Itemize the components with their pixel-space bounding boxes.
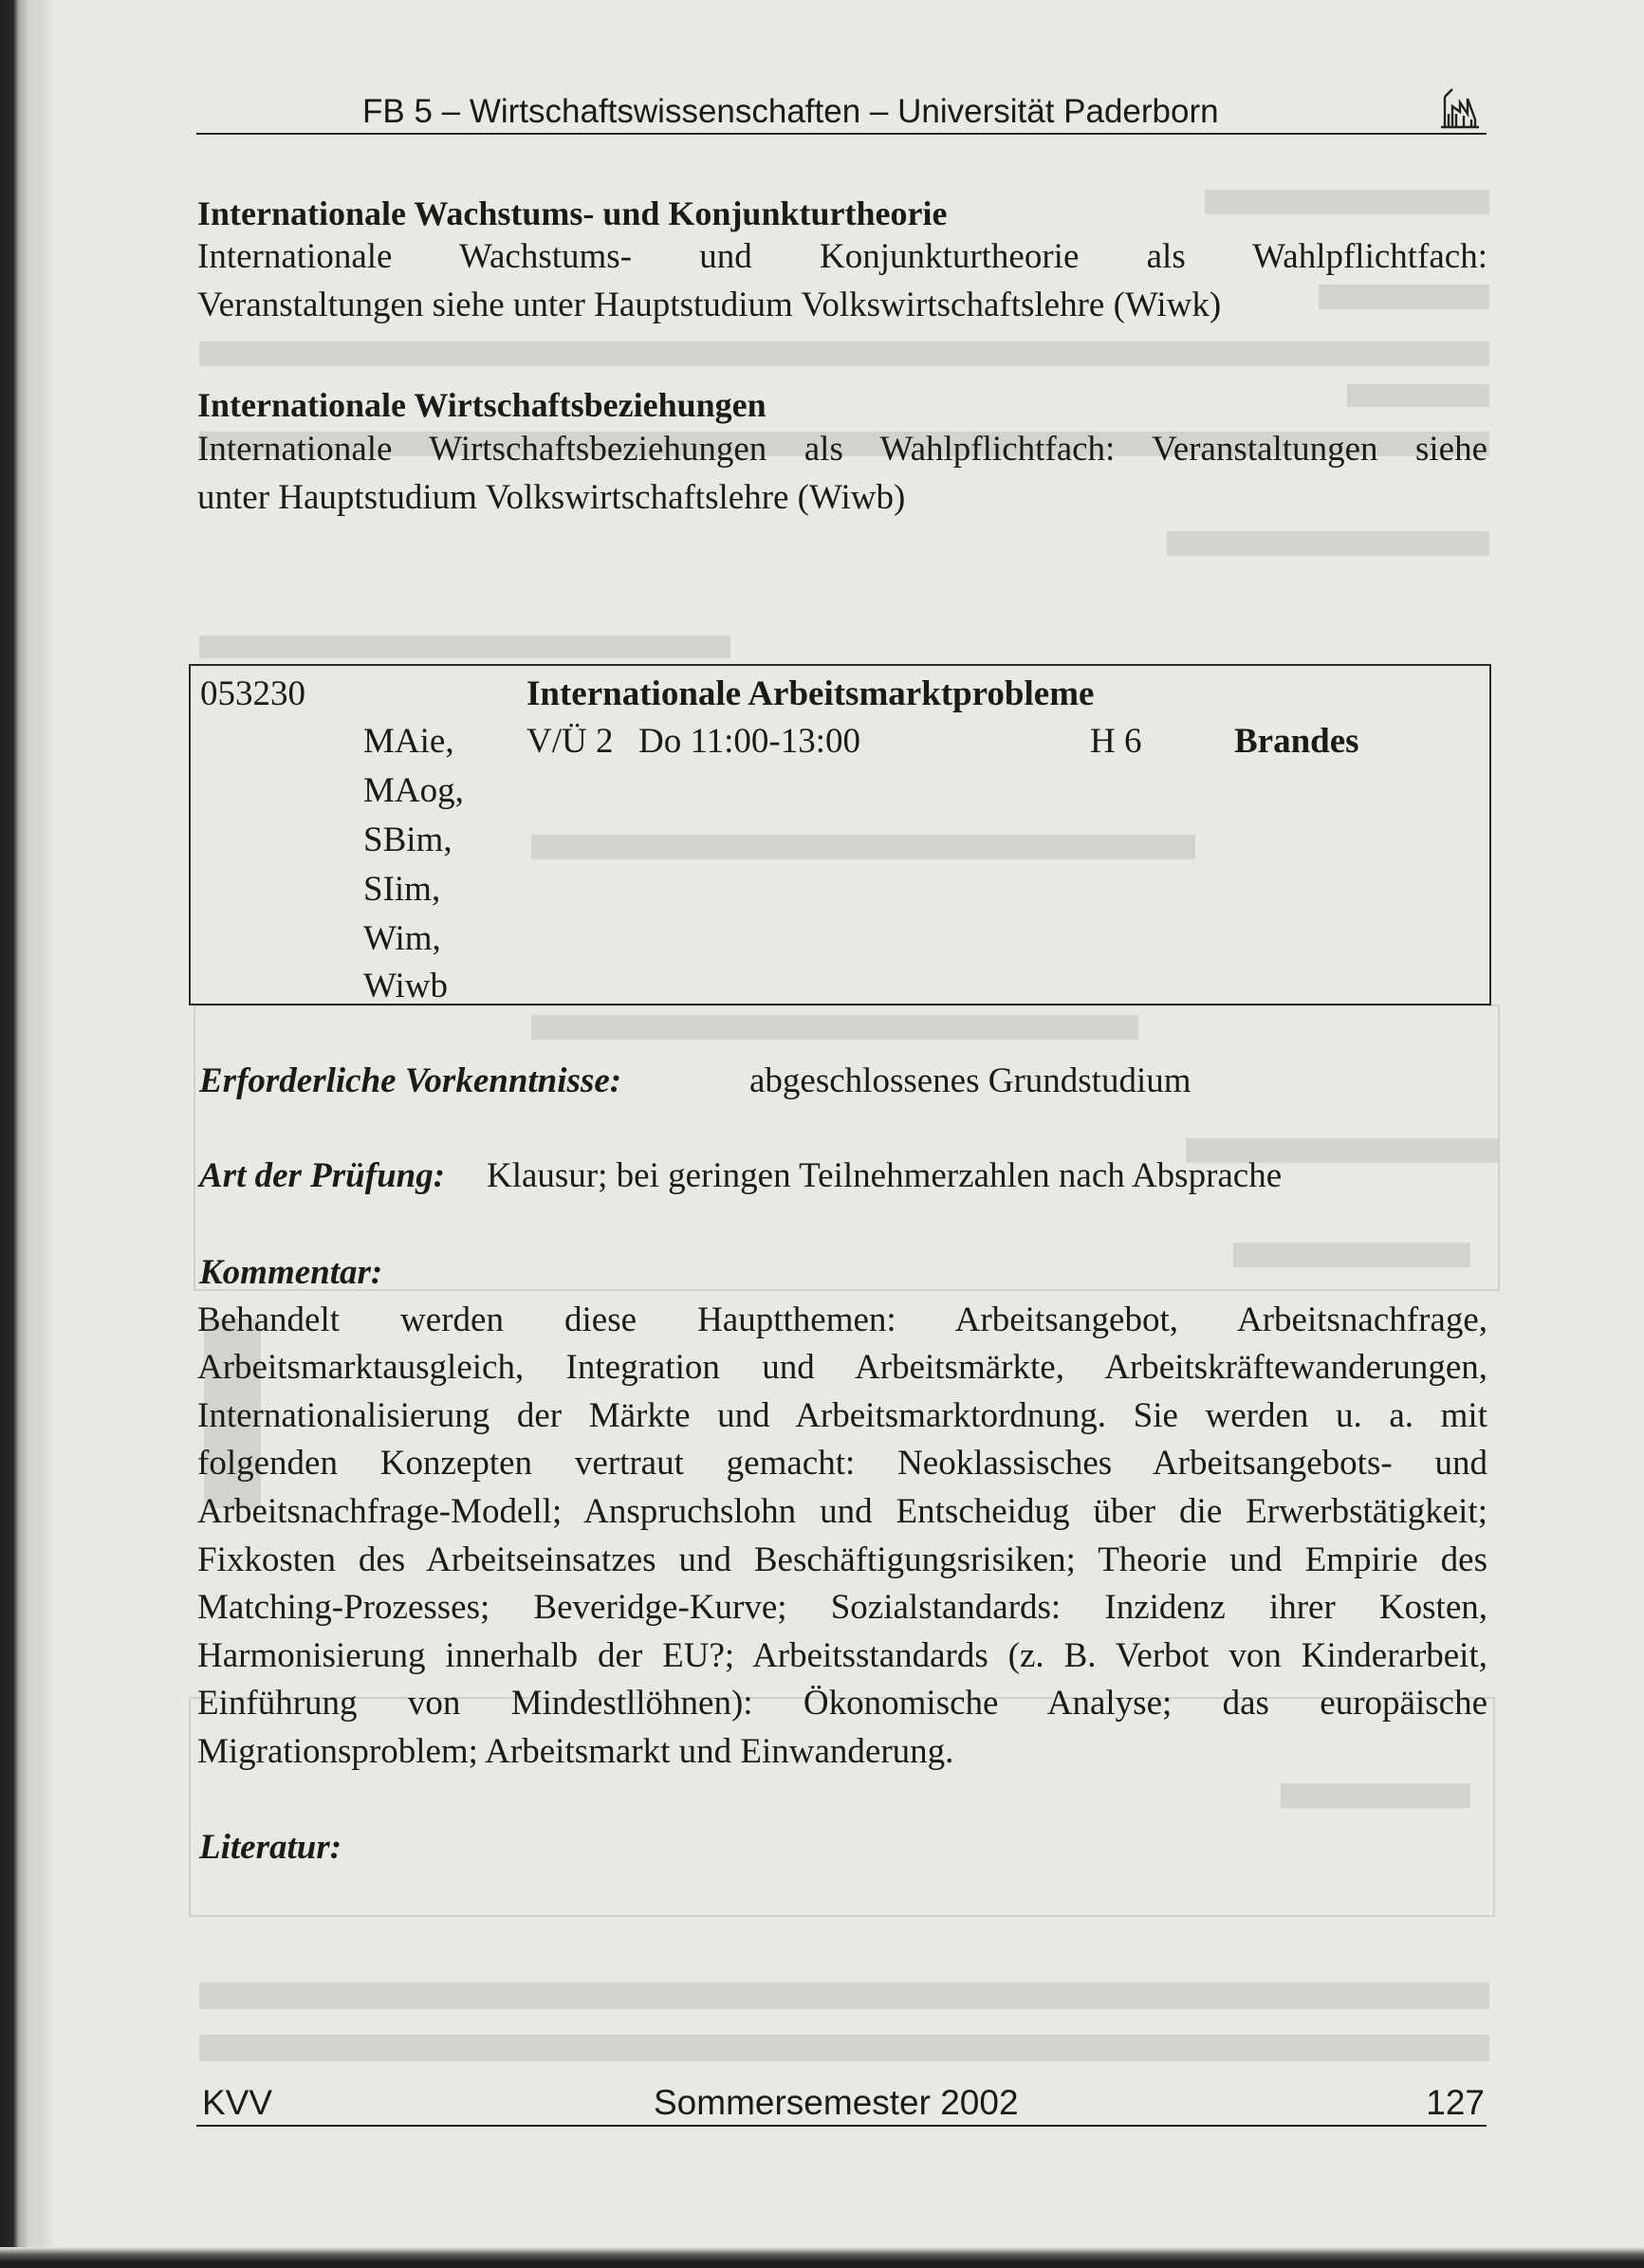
running-header xyxy=(196,83,1487,135)
course-program: SIim, xyxy=(363,870,441,909)
book-spine xyxy=(0,0,55,2268)
section-text-line: Internationale Wirtschaftsbeziehungen als Wahlpflichtfach: Veranstaltungen siehe xyxy=(197,430,1487,469)
prerequisites-label: Erforderliche Vorkenntnisse: xyxy=(199,1061,622,1100)
course-schedule: Do 11:00-13:00 xyxy=(638,722,860,761)
course-program: SBim, xyxy=(363,821,453,859)
commentary-line: Arbeitsmarktausgleich, Integration und Arbeitsmärkte, Arbeitskräftewanderungen, xyxy=(197,1348,1487,1387)
section-text-line: Internationale Wachstums- und Konjunkturtheorie als Wahlpflichtfach: xyxy=(197,237,1487,276)
course-lecturer: Brandes xyxy=(1234,722,1359,761)
commentary-line: Behandelt werden diese Hauptthemen: Arbeitsangebot, Arbeitsnachfrage, xyxy=(197,1300,1487,1339)
commentary-line: Arbeitsnachfrage-Modell; Anspruchslohn und Entscheidug über die Erwerbstätigkeit; xyxy=(197,1492,1487,1531)
commentary-line: Harmonisierung innerhalb der EU?; Arbeitsstandards (z. B. Verbot von Kinderarbeit, xyxy=(197,1636,1487,1675)
commentary-line: Fixkosten des Arbeitseinsatzes und Beschäftigungsrisiken; Theorie und Empirie des xyxy=(197,1540,1487,1579)
footer-left: KVV xyxy=(202,2083,273,2122)
footer-center: Sommersemester 2002 xyxy=(654,2083,1019,2122)
commentary-label: Kommentar: xyxy=(199,1253,383,1292)
header-title: FB 5 – Wirtschaftswissenschaften – Universität Paderborn xyxy=(362,93,1219,130)
commentary-line: Einführung von Mindestllöhnen): Ökonomische Analyse; das europäische xyxy=(197,1684,1487,1723)
course-program: Wim, xyxy=(363,919,441,958)
running-footer xyxy=(196,2079,1487,2127)
course-room: H 6 xyxy=(1090,722,1142,761)
commentary-line: folgenden Konzepten vertraut gemacht: Neoklassisches Arbeitsangebots- und xyxy=(197,1444,1487,1483)
section-text-line: Veranstaltungen siehe unter Hauptstudium Volkswirtschaftslehre (Wiwk) xyxy=(197,286,1222,324)
course-type: V/Ü 2 xyxy=(526,722,614,761)
university-logo-icon xyxy=(1437,85,1483,131)
course-title: Internationale Arbeitsmarktprobleme xyxy=(526,674,1095,713)
exam-label: Art der Prüfung: xyxy=(199,1156,446,1195)
commentary-last-line: Migrationsproblem; Arbeitsmarkt und Einwanderung. xyxy=(197,1732,954,1771)
page-number: 127 xyxy=(1426,2083,1485,2122)
course-program: Wiwb xyxy=(363,967,448,1005)
course-program: MAie, xyxy=(363,722,454,761)
commentary-line: Matching-Prozesses; Beveridge-Kurve; Sozialstandards: Inzidenz ihrer Kosten, xyxy=(197,1588,1487,1627)
section-heading-growth-theory: Internationale Wachstums- und Konjunkturtheorie xyxy=(197,194,948,232)
course-number: 053230 xyxy=(200,674,305,713)
page-bottom-edge xyxy=(0,2247,1644,2268)
literature-label: Literatur: xyxy=(199,1828,342,1867)
exam-value: Klausur; bei geringen Teilnehmerzahlen nach Absprache xyxy=(487,1156,1283,1195)
course-entry-box xyxy=(189,664,1491,1005)
commentary-line: Internationalisierung der Märkte und Arbeitsmarktordnung. Sie werden u. a. mit xyxy=(197,1396,1487,1435)
section-heading-economic-relations: Internationale Wirtschaftsbeziehungen xyxy=(197,386,767,424)
section-text-line: unter Hauptstudium Volkswirtschaftslehre (Wiwb) xyxy=(197,478,906,517)
course-program: MAog, xyxy=(363,771,464,810)
prerequisites-value: abgeschlossenes Grundstudium xyxy=(749,1061,1191,1100)
